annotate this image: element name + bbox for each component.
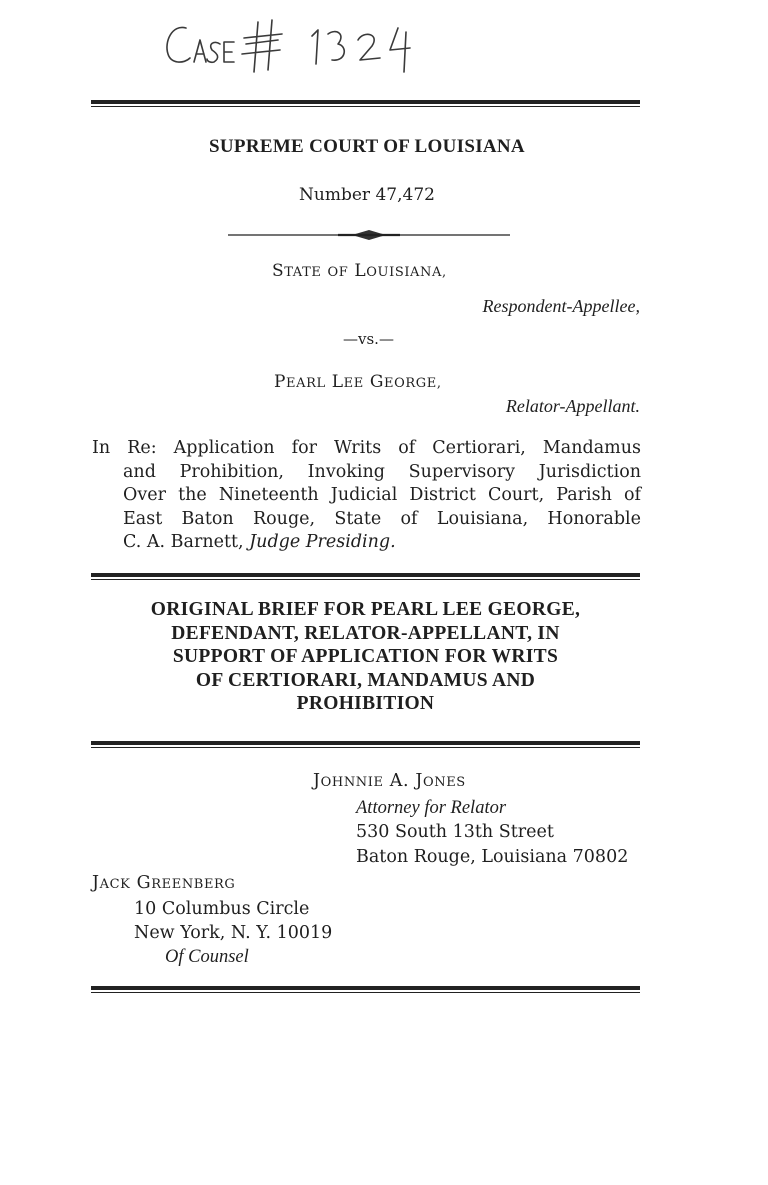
attorney-address-1: 530 South 13th Street bbox=[356, 822, 554, 842]
defendant-name: PEARL LEE GEORGE, bbox=[274, 372, 442, 392]
state-party-role: Respondent-Appellee, bbox=[482, 296, 640, 316]
attorney-block bbox=[313, 769, 628, 869]
counsel-title: Of Counsel bbox=[165, 947, 249, 967]
top-rule bbox=[91, 100, 640, 108]
bottom-rule bbox=[91, 986, 640, 994]
state-party-name: STATE OF LOUISIANA, bbox=[272, 261, 447, 281]
attorney-title: Attorney for Relator bbox=[356, 797, 507, 818]
in-re-line-5: C. A. Barnett, Judge Presiding. bbox=[123, 532, 396, 552]
title-top-rule bbox=[91, 573, 640, 581]
in-re-paragraph bbox=[92, 437, 641, 555]
counsel-address-2: New York, N. Y. 10019 bbox=[134, 923, 333, 943]
counsel-name: JACK GREENBERG bbox=[92, 873, 236, 893]
versus: —vs.— bbox=[343, 330, 394, 348]
attorney-address-2: Baton Rouge, Louisiana 70802 bbox=[356, 846, 629, 867]
title-bottom-rule bbox=[91, 741, 640, 749]
brief-title: ORIGINAL BRIEF FOR PEARL LEE GEORGE, DEFENDANT, RELATOR-APPELLANT, IN SUPPORT OF APPLICATION FOR WRITS OF CERTIORARI, MANDAMUS AND PROHIBITION bbox=[150, 599, 581, 714]
counsel-address-1: 10 Columbus Circle bbox=[134, 899, 310, 919]
counsel-block bbox=[92, 871, 332, 969]
attorney-name: JOHNNIE A. JONES bbox=[313, 771, 466, 791]
ornament-divider bbox=[228, 228, 510, 242]
court-name: SUPREME COURT OF LOUISIANA bbox=[209, 136, 525, 157]
defendant-role: Relator-Appellant. bbox=[505, 396, 640, 416]
handwritten-case-number bbox=[160, 14, 460, 74]
in-re-line-2: and Prohibition, Invoking Supervisory Jurisdiction bbox=[123, 461, 641, 482]
case-number: Number 47,472 bbox=[299, 185, 435, 205]
in-re-line-3: Over the Nineteenth Judicial District Court, Parish of bbox=[123, 485, 641, 505]
in-re-line-1: In Re: Application for Writs of Certiorari, Mandamus bbox=[92, 438, 641, 458]
in-re-line-4: East Baton Rouge, State of Louisiana, Honorable bbox=[123, 508, 641, 529]
